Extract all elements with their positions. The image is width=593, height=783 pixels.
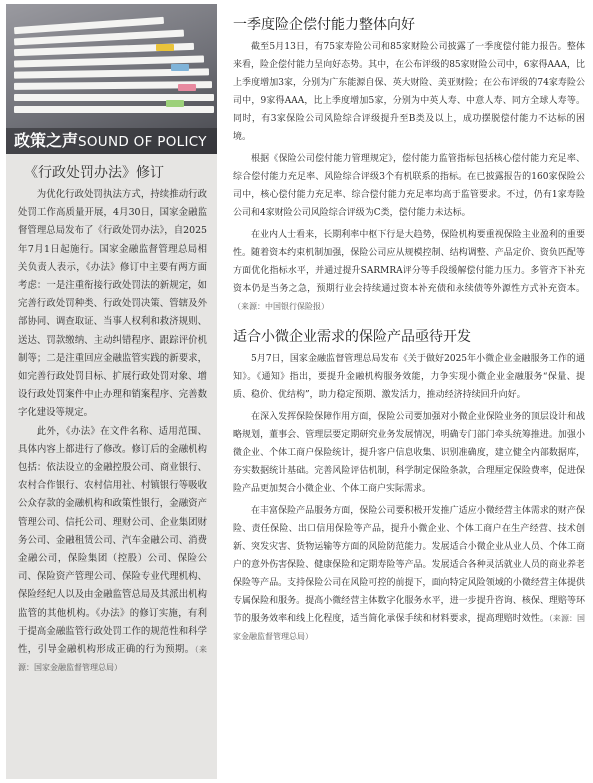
left-paragraph-2-text: 此外，《办法》在文件名称、适用范围、具体内容上都进行了修改。修订后的金融机构包括：依法设立的金融控股公司、商业银行、农村合作银行、农村信用社、村镇银行等吸收公众存款的金融机构和政策性银行，金融资产管理公司、信托公司、理财公司、企业集团财务公司、金融租赁公司、汽车金融公司、消费金融公司，保险集团（控股）公司、保险公司、保险资产管理公司、保险专业代理机构、保险经纪人以及由金融监管总局及其派出机构监管的其他机构。《办法》的修订实施，有利于提高金融监管行政处罚工作的规范性和科学性，引导金融机构形成正确的行为预期。 [18, 425, 207, 656]
right-column [233, 14, 585, 646]
column-title-en: SOUND OF POLICY [78, 134, 207, 150]
left-column [6, 4, 217, 779]
article-2-paragraph-3 [233, 502, 585, 646]
article-1-paragraph-3-text: 在业内人士看来，长期利率中枢下行是大趋势，保险机构要重视保险主业盈利的重要性。随着资本约束机制加强，保险公司应从规模控制、结构调整、产品定价、资负匹配等方面优化指标水平，并通过提升SARMRA评分等手段缓解偿付能力压力。多管齐下补充资本仍是当务之急，预期行业会持续通过资本补充债和永续债等外源性方式补充资本。 [233, 230, 585, 294]
article-2-title: 适合小微企业需求的保险产品亟待开发 [233, 329, 471, 345]
left-paragraph-1: 为优化行政处罚执法方式，持续推动行政处罚工作高质量开展，4月30日，国家金融监督管理总局发布了《行政处罚办法》，自2025年7月1日起施行。国家金融监督管理总局相关负责人表示，《办法》修订中主要有两方面考虑：一是注重衔接行政处罚法的新规定，如完善行政处罚种类、行政处罚决策、管辖及外部协同、调查取证、当事人权利和救济规则、送达、罚款缴纳、主动纠错程序、跟踪评价机制等；二是注重回应金融监管实践的新要求，如完善行政处罚目标、扩展行政处罚对象、增设行政处罚案件中止办理和销案程序、完善数字化建设等规定。 [18, 189, 207, 419]
article-2-paragraph-3-text: 在丰富保险产品服务方面，保险公司要积极开发推广适应小微经营主体需求的财产保险、责任保险、出口信用保险等产品，提升小微企业、个体工商户在生产经营、技术创新、突发灾害、货物运输等方面的风险防范能力。发展适合小微企业从业人员、个体工商户的意外伤害保险、健康保险和定期寿险等产品。发展适合各种灵活就业人员的商业养老保险等产品。支持保险公司在风险可控的前提下，面向特定风险领域的小微经营主体提供专属保险和服务。提高小微经营主体数字化服务水平，进一步提升咨询、核保、理赔等环节的服务效率和线上化程度，适当简化承保手续和材料要求，提高理赔时效性。 [233, 506, 585, 624]
left-paragraph-2 [18, 423, 207, 678]
article-1-title: 一季度险企偿付能力整体向好 [233, 17, 415, 33]
banner-image [6, 4, 217, 154]
article-1-paragraph-3 [233, 226, 585, 316]
left-article-source: （来源：国家金融监督管理总局） [18, 645, 207, 673]
left-article-title: 《行政处罚办法》修订 [24, 165, 164, 181]
article-1-source: （来源：中国银行保险报） [233, 302, 329, 311]
article-2-paragraph-1: 5月7日，国家金融监督管理总局发布《关于做好2025年小微企业金融服务工作的通知》。《通知》指出，要提升金融机构服务效能，力争实现小微企业金融服务“保量、提质、稳价、优结构”，助力稳定预期、激发活力，推动经济持续回升向好。 [233, 354, 585, 400]
left-article-body [6, 186, 217, 677]
column-label [6, 128, 217, 154]
article-2-source: （来源：国家金融监督管理总局） [233, 614, 585, 641]
article-1-paragraph-2: 根据《保险公司偿付能力管理规定》，偿付能力监管指标包括核心偿付能力充足率、综合偿付能力充足率、风险综合评级3个有机联系的指标。在已披露报告的160家保险公司中，核心偿付能力充足率、综合偿付能力充足率均高于监管要求。不过，仍有1家寿险公司和4家财险公司风险综合评级为C类，偿付能力未达标。 [233, 154, 585, 218]
article-2-paragraph-2: 在深入发挥保险保障作用方面，保险公司要加强对小微企业保险业务的顶层设计和战略规划，董事会、管理层要定期研究业务发展情况，明确专门部门牵头统筹推进。加强小微企业、个体工商户保险统计，提升客户信息收集、识别准确度，建立健全内部数据库，夯实数据统计基础。完善风险评估机制，科学制定保险条款，合理厘定保险费率，促进保险产品更加契合小微企业、个体工商户实际需求。 [233, 412, 585, 494]
column-title-zh: 政策之声 [14, 131, 79, 150]
article-1-paragraph-1: 截至5月13日，有75家寿险公司和85家财险公司披露了一季度偿付能力报告。整体来看，险企偿付能力呈向好态势。其中，在公布评级的85家财险公司中，6家得AAA，比上季度增加3家，分别为广东能源自保、英大财险、美亚财险；在公布评级的74家寿险公司中，9家得AAA，比上季度增加5家，分别为中英人寿、中意人寿、同方全球人寿等。同时，有3家保险公司风险综合评级提升至B类及以上，成功摆脱偿付能力不达标的困境。 [233, 42, 585, 142]
